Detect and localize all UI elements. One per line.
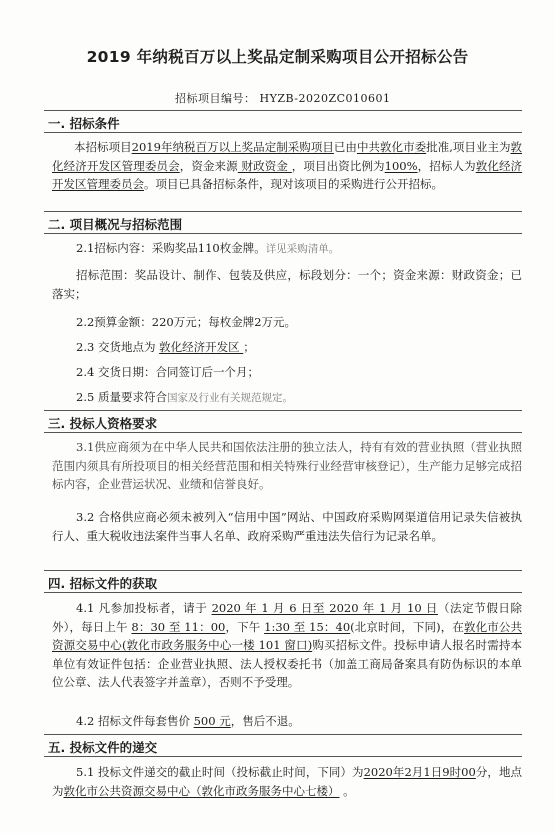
item-2-3: 2.3 交货地点为 敦化经济开发区 ； [76,340,255,354]
divider [44,211,522,212]
section-heading-4: 四. 招标文件的获取 [48,576,158,591]
divider [44,110,522,111]
section-heading-5: 五. 投标文件的递交 [48,740,158,755]
divider [44,432,522,433]
project-number: 招标项目编号： HYZB-2020ZC010601 [175,92,391,105]
divider [44,132,522,133]
section-heading-3: 三. 投标人资格要求 [48,416,158,431]
divider [44,570,522,571]
item-5-1: 5.1 投标文件递交的截止时间（投标截止时间，下同）为2020年2月1日9时00分，地点为敦化市公共资源交易中心（敦化市政务服务中心七楼） 。 [52,765,522,798]
item-2-4: 2.4 交货日期：合同签订后一个月； [76,365,259,379]
item-3-2: 3.2 合格供应商必须未被列入“信用中国”网站、中国政府采购网渠道信用记录失信被执行人、重大税收违法案件当事人名单、政府采购严重违法失信行为记录名单。 [52,510,522,543]
item-2-2: 2.2预算金额：220万元；每枚金牌2万元。 [76,315,297,329]
page-title: 2019 年纳税百万以上奖品定制采购项目公开招标公告 [86,48,469,66]
divider [44,233,522,234]
item-2-1: 2.1招标内容：采购奖品110枚金牌。详见采购清单。 [76,241,340,255]
item-4-2: 4.2 招标文件每套售价 500 元，售后不退。 [76,714,300,728]
divider [44,410,522,411]
divider [44,592,522,593]
divider [44,756,522,757]
item-2-5: 2.5 质量要求符合国家及行业有关规范规定。 [76,390,293,404]
section-1-paragraph: 本招标项目2019年纳税百万以上奖品定制采购项目已由中共敦化市委批准,项目业主为敦化经济开发区管理委员会，资金来源 财政资金 ，项目出资比例为100%，招标人为敦化经济开发区管理委员会。项目已具备招标条件，现对该项目的采购进行公开招标。 [52,140,523,191]
item-scope: 招标范围：奖品设计、制作、包装及供应，标段划分：一个；资金来源：财政资金；已落实； [52,268,522,301]
section-heading-2: 二. 项目概况与招标范围 [48,217,183,232]
section-heading-1: 一. 招标条件 [48,116,120,131]
item-4-1: 4.1 凡参加投标者，请于 2020 年 1 月 6 日至 2020 年 1 月 10 日（法定节假日除外），每日上午 8：30 至 11：00，下午 1:30 至 15：40(北京时间，下同)，在敦化市公共资源交易中心(敦化市政务服务中心一楼 101 窗口)购买招标文件。投标申请人报名时需持本单位有效证件包括：企业营业执照、法人授权委托书（加盖工商局备案具有防伪标识的本单位公章、法人代表签字并盖章），否则不予受理。 [52,601,523,689]
item-3-1: 3.1供应商须为在中华人民共和国依法注册的独立法人，持有有效的营业执照（营业执照范围内须具有所投项目的相关经营范围和相关特殊行业经营审核登记），生产能力足够完成招标内容，企业营运状况、业绩和信誉良好。 [52,440,522,491]
divider [44,734,522,735]
